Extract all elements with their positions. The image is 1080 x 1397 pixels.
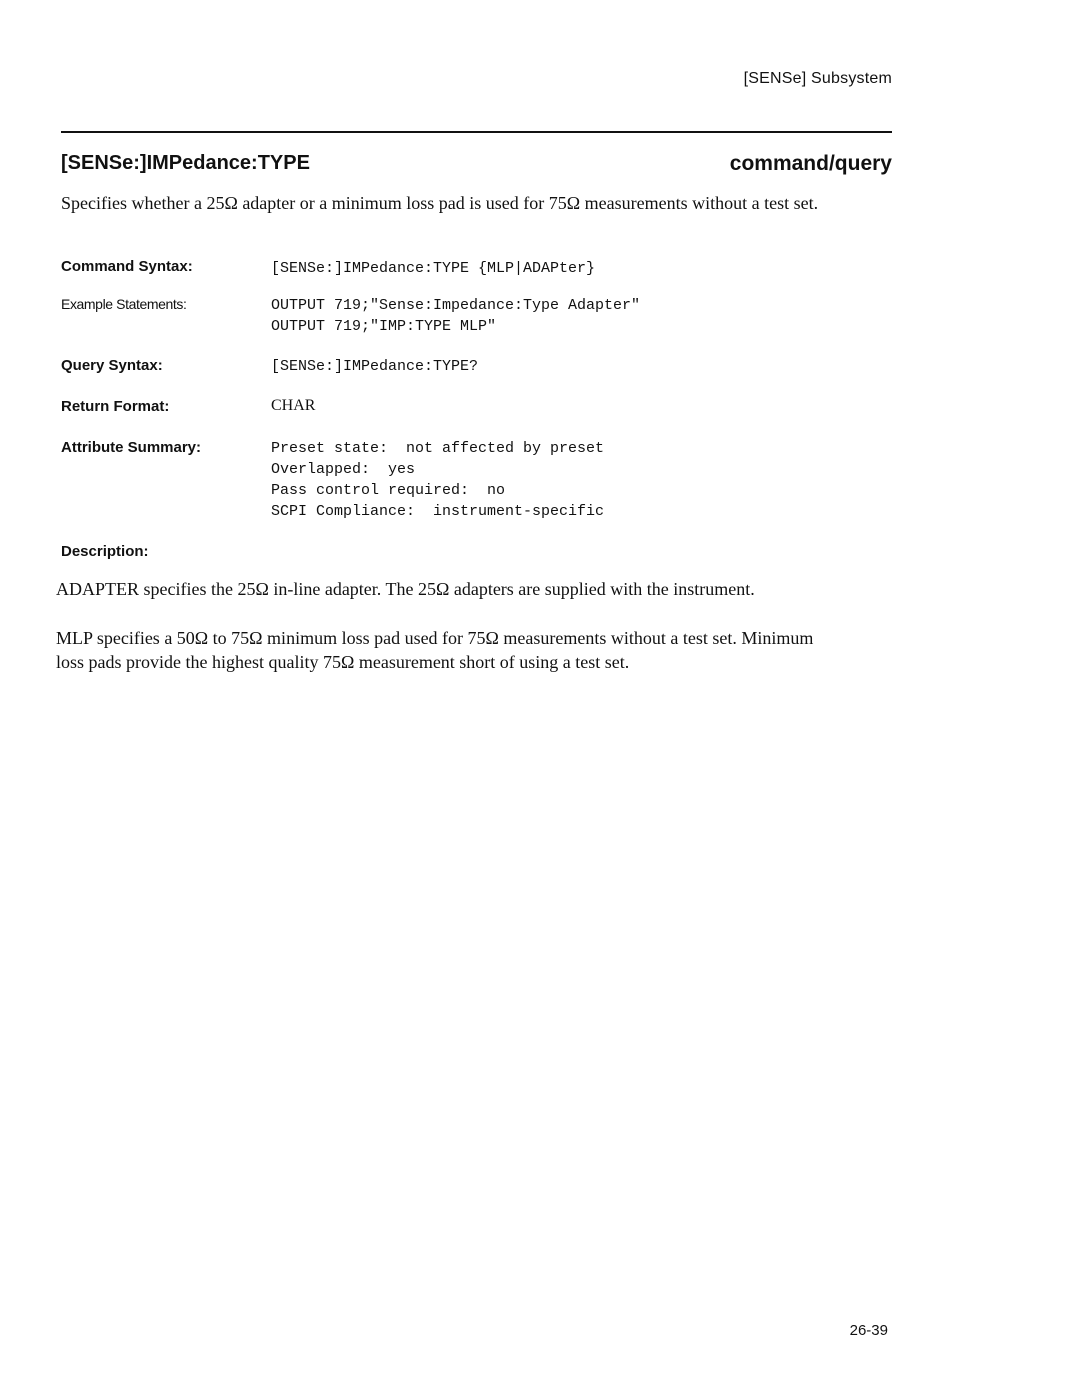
attribute-line: SCPI Compliance: instrument-specific xyxy=(271,503,605,520)
command-intro: Specifies whether a 25Ω adapter or a minimum loss pad is used for 75Ω measurements without a test set. xyxy=(61,193,819,213)
return-format-value: CHAR xyxy=(271,397,316,414)
page-number: 26-39 xyxy=(849,1322,888,1339)
attribute-line: Preset state: not affected by preset xyxy=(271,440,605,457)
command-syntax-value: [SENSe:]IMPedance:TYPE {MLP|ADAPter} xyxy=(271,260,596,277)
example-statements-label: Example Statements: xyxy=(61,296,187,312)
return-format-label: Return Format: xyxy=(61,398,170,415)
attribute-summary-label: Attribute Summary: xyxy=(61,439,202,456)
section-divider xyxy=(61,131,892,133)
description-label: Description: xyxy=(61,543,149,560)
command-syntax-label: Command Syntax: xyxy=(61,258,193,275)
query-syntax-value: [SENSe:]IMPedance:TYPE? xyxy=(271,358,479,375)
description-paragraph-mlp: MLP specifies a 50Ω to 75Ω minimum loss pad used for 75Ω measurements without a test set. Minimum loss pads provide the highest quality 75Ω measurement short of using a test set. xyxy=(56,628,814,672)
query-syntax-label: Query Syntax: xyxy=(61,357,163,374)
running-header: [SENSe] Subsystem xyxy=(743,70,892,87)
example-statement-line: OUTPUT 719;"Sense:Impedance:Type Adapter" xyxy=(271,297,641,314)
command-title: [SENSe:]IMPedance:TYPE xyxy=(61,152,310,174)
attribute-line: Pass control required: no xyxy=(271,482,506,499)
attribute-line: Overlapped: yes xyxy=(271,461,416,478)
attribute-summary-block xyxy=(271,438,604,522)
example-statements-block xyxy=(271,295,640,337)
command-type: command/query xyxy=(729,152,892,175)
description-paragraph-adapter: ADAPTER specifies the 25Ω in-line adapter. The 25Ω adapters are supplied with the instrument. xyxy=(56,579,755,599)
example-statement-line: OUTPUT 719;"IMP:TYPE MLP" xyxy=(271,318,497,335)
